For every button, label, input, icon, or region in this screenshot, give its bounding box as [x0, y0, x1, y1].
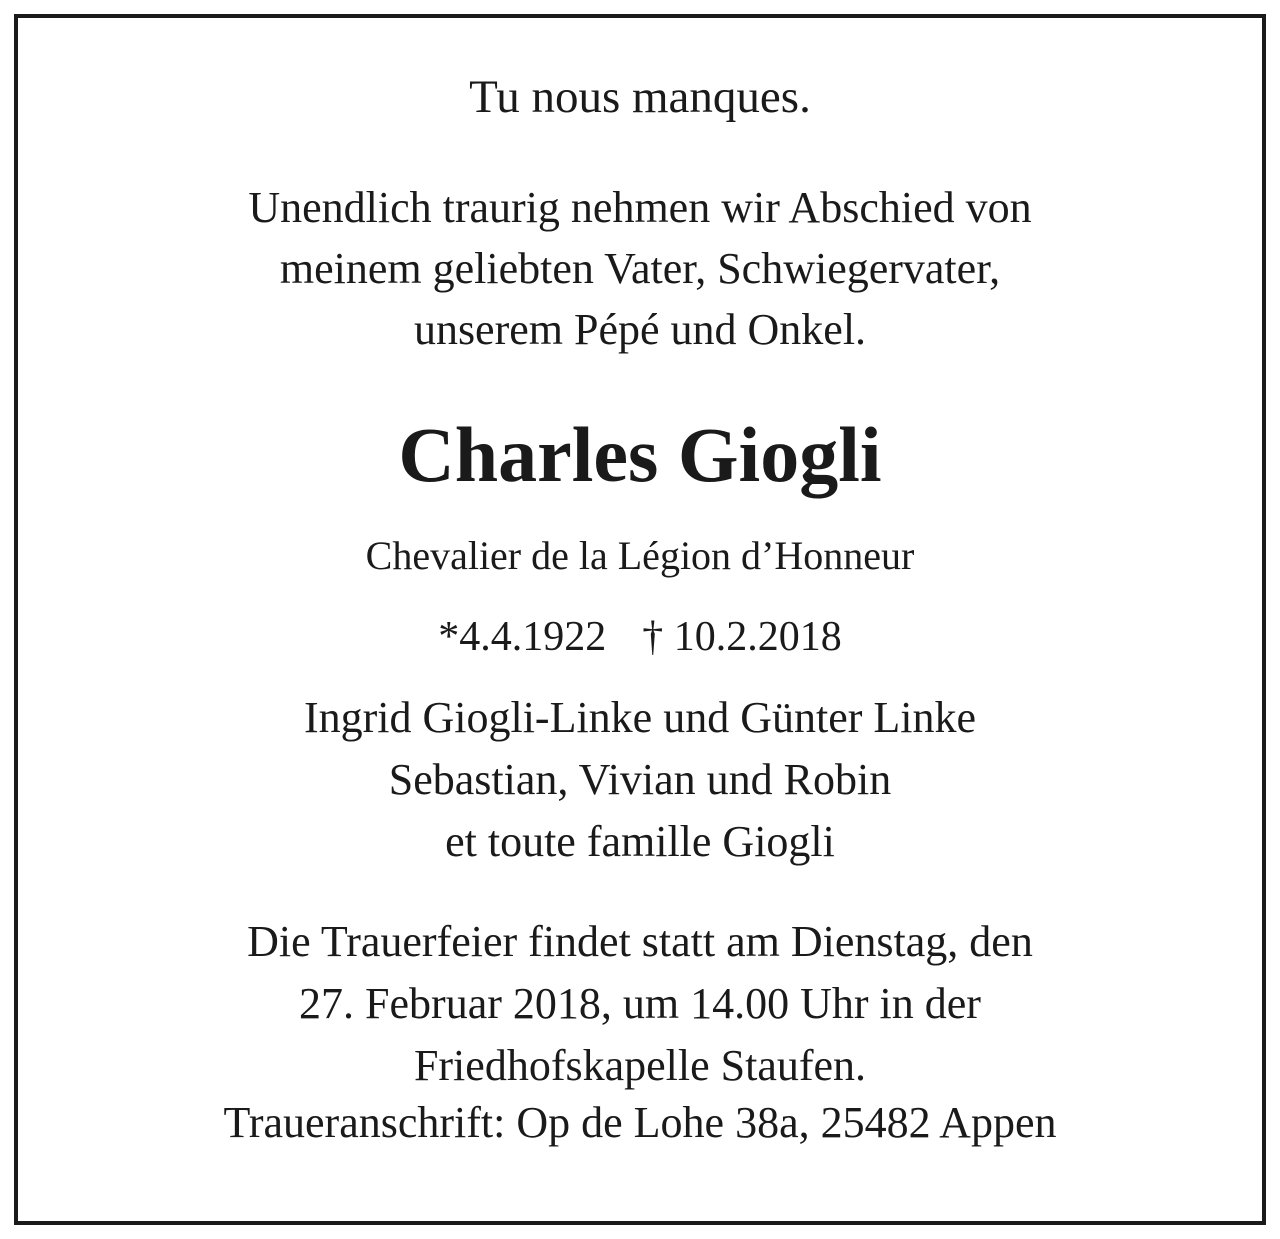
mourner-line-1: Ingrid Giogli-Linke und Günter Linke	[303, 693, 977, 742]
intro-line-2: meinem geliebten Vater, Schwiegervater,	[279, 244, 1001, 293]
intro-line-3: unserem Pépé und Onkel.	[413, 305, 867, 354]
mourning-address: Traueranschrift: Op de Lohe 38a, 25482 Appen	[223, 1098, 1057, 1147]
intro-line-1: Unendlich traurig nehmen wir Abschied von	[248, 183, 1032, 232]
obituary-frame	[14, 14, 1266, 1225]
deceased-name: Charles Giogli	[398, 411, 882, 498]
service-line-2: 27. Februar 2018, um 14.00 Uhr in der	[299, 979, 981, 1028]
service-line-1: Die Trauerfeier findet statt am Dienstag, den	[247, 917, 1033, 966]
life-dates	[18, 616, 1262, 658]
service-line-3: Friedhofskapelle Staufen.	[413, 1041, 867, 1090]
honor-title: Chevalier de la Légion d’Honneur	[365, 533, 915, 578]
birth-date: *4.4.1922	[438, 614, 607, 660]
death-date: † 10.2.2018	[642, 614, 842, 660]
opening-line: Tu nous manques.	[469, 71, 811, 123]
mourner-line-3: et toute famille Giogli	[445, 817, 835, 866]
mourner-line-2: Sebastian, Vivian und Robin	[388, 755, 892, 804]
